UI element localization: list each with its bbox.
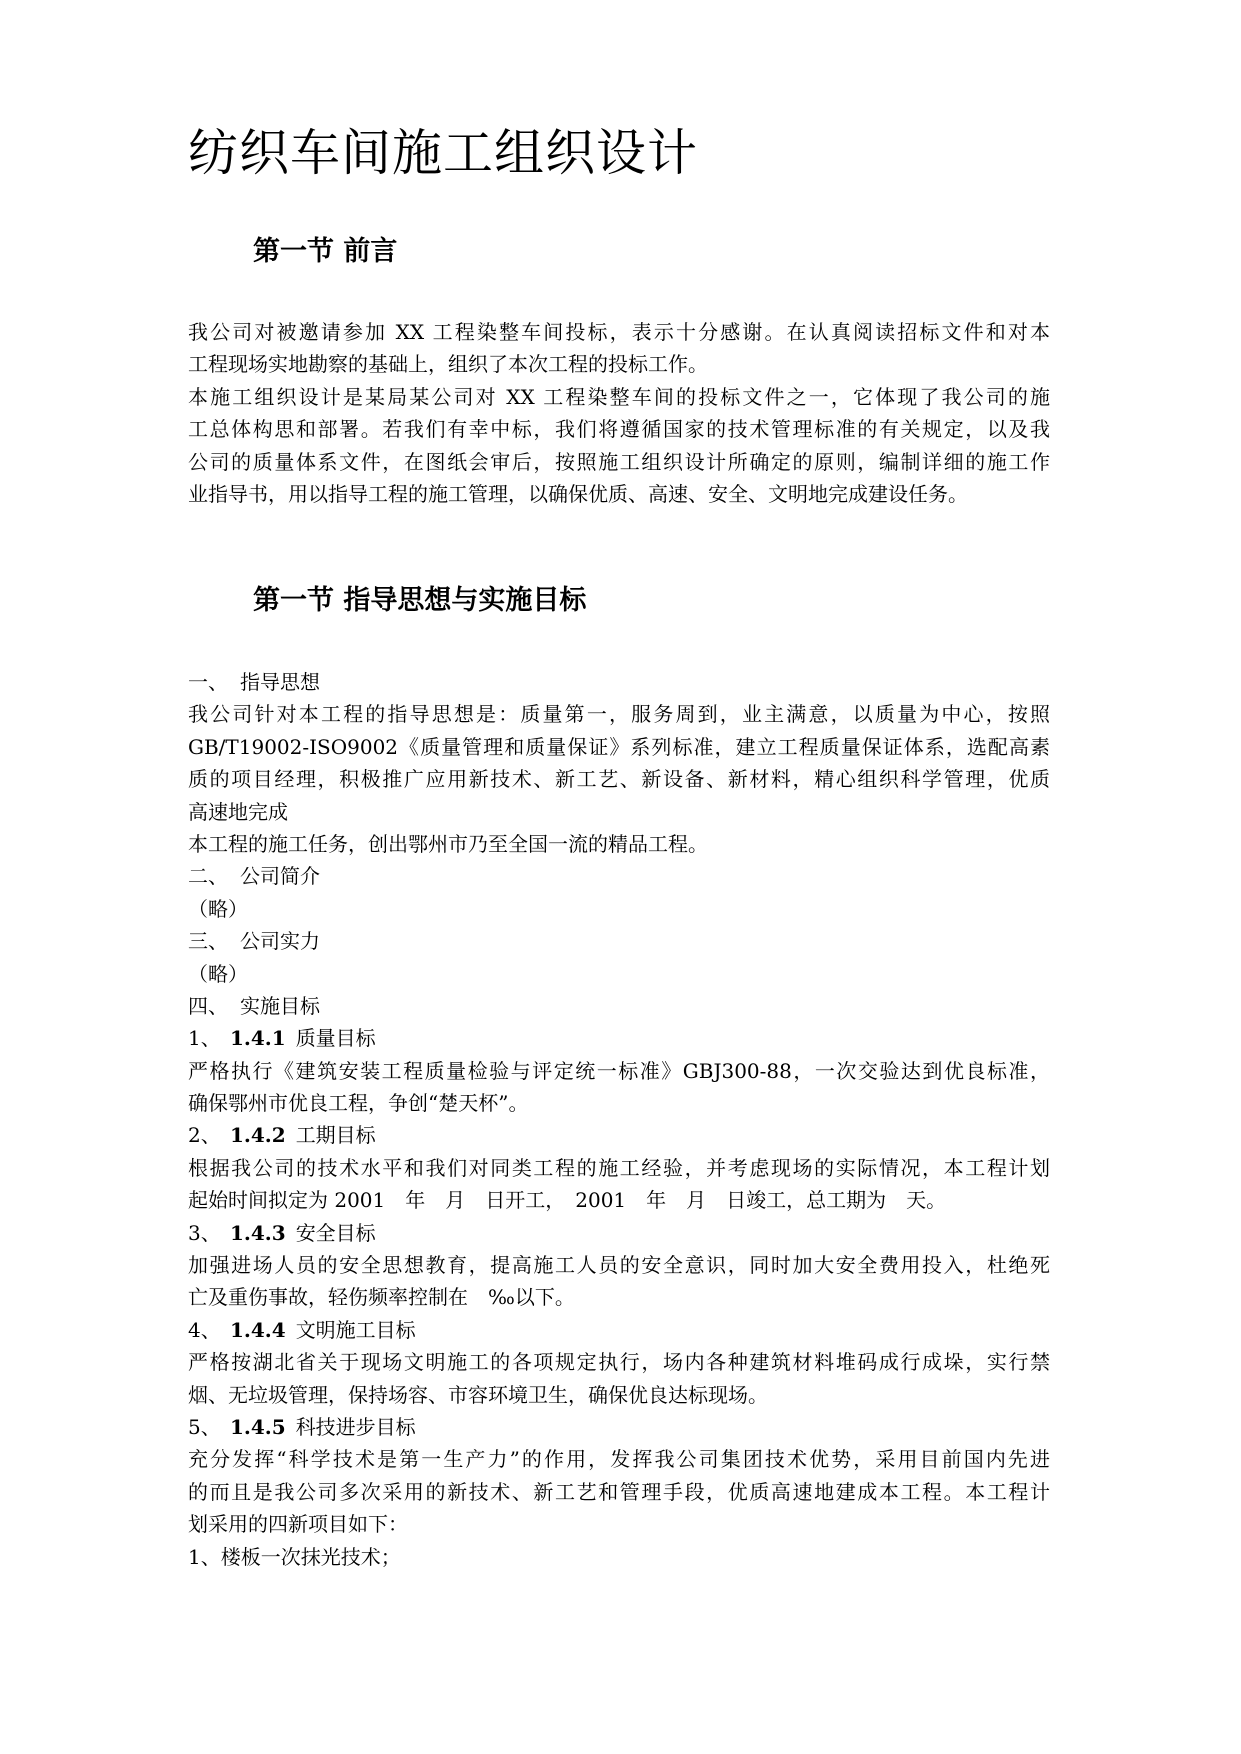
list-label: 公司简介 bbox=[240, 864, 320, 889]
omitted-note: （略） bbox=[188, 896, 248, 921]
goal-code: 1.4.2 bbox=[230, 1123, 286, 1148]
list-label: 指导思想 bbox=[240, 670, 320, 694]
goal-label: 文明施工目标 bbox=[295, 1317, 416, 1342]
section-heading-guiding-ideas: 第一节 指导思想与实施目标 bbox=[253, 585, 587, 616]
paragraph-line: 公司的质量体系文件，在图纸会审后，按照施工组织设计所确定的原则，编制详细的施工作 bbox=[188, 449, 1050, 474]
paragraph-line: 工总体构思和部署。若我们有幸中标，我们将遵循国家的技术管理标准的有关规定，以及我 bbox=[188, 417, 1050, 442]
list-label: 公司实力 bbox=[240, 929, 320, 954]
goal-label: 科技进步目标 bbox=[295, 1414, 416, 1439]
list-number: 二、 bbox=[188, 864, 228, 889]
goal-label: 质量目标 bbox=[295, 1026, 376, 1051]
goal-number: 3、 bbox=[188, 1220, 221, 1245]
goal-code: 1.4.1 bbox=[230, 1026, 286, 1051]
list-number: 四、 bbox=[188, 993, 228, 1018]
paragraph-line: 充分发挥“科学技术是第一生产力”的作用，发挥我公司集团技术优势，采用目前国内先进 bbox=[188, 1447, 1050, 1472]
paragraph-line: 确保鄂州市优良工程，争创“楚天杯”。 bbox=[188, 1091, 529, 1116]
paragraph-line: 严格执行《建筑安装工程质量检验与评定统一标准》GBJ300-88，一次交验达到优良标准， bbox=[188, 1058, 1050, 1083]
list-item-heading bbox=[188, 925, 1050, 957]
paragraph-line: 烟、无垃圾管理，保持场容、市容环境卫生，确保优良达标现场。 bbox=[188, 1382, 768, 1407]
goal-code: 1.4.4 bbox=[230, 1317, 286, 1342]
paragraph-line: 起始时间拟定为 2001 年 月 日开工， 2001 年 月 日竣工，总工期为 天。 bbox=[188, 1188, 947, 1213]
goal-label: 工期目标 bbox=[295, 1123, 376, 1148]
section-heading-preface: 第一节 前言 bbox=[253, 236, 398, 267]
goal-code: 1.4.5 bbox=[230, 1414, 286, 1439]
goal-heading bbox=[188, 1119, 1050, 1151]
paragraph-line: 亡及重伤事故，轻伤频率控制在 ‰以下。 bbox=[188, 1285, 575, 1310]
paragraph-line: 本工程的施工任务，创出鄂州市乃至全国一流的精品工程。 bbox=[188, 831, 708, 856]
list-item-heading bbox=[188, 860, 1050, 892]
goal-number: 5、 bbox=[188, 1414, 221, 1439]
list-number: 一、 bbox=[188, 670, 228, 694]
goal-heading bbox=[188, 1022, 1050, 1054]
paragraph-line: 的而且是我公司多次采用的新技术、新工艺和管理手段，优质高速地建成本工程。本工程计 bbox=[188, 1479, 1050, 1504]
goal-number: 2、 bbox=[188, 1123, 221, 1148]
paragraph-line: 根据我公司的技术水平和我们对同类工程的施工经验，并考虑现场的实际情况，本工程计划 bbox=[188, 1155, 1050, 1180]
list-item: 1、楼板一次抹光技术； bbox=[188, 1544, 401, 1569]
paragraph-line: 业指导书，用以指导工程的施工管理，以确保优质、高速、安全、文明地完成建设任务。 bbox=[188, 481, 968, 506]
list-label: 实施目标 bbox=[240, 993, 320, 1018]
paragraph-line: 质的项目经理，积极推广应用新技术、新工艺、新设备、新材料，精心组织科学管理，优质 bbox=[188, 767, 1050, 792]
goal-number: 1、 bbox=[188, 1026, 221, 1051]
document-title: 纺织车间施工组织设计 bbox=[188, 124, 698, 182]
guiding-ideas-body bbox=[188, 666, 1050, 1573]
paragraph-line: 加强进场人员的安全思想教育，提高施工人员的安全意识，同时加大安全费用投入，杜绝死 bbox=[188, 1253, 1050, 1278]
goal-code: 1.4.3 bbox=[230, 1220, 286, 1245]
paragraph-line: 我公司针对本工程的指导思想是：质量第一，服务周到，业主满意，以质量为中心，按照 bbox=[188, 702, 1050, 727]
list-number: 三、 bbox=[188, 929, 228, 954]
goal-heading bbox=[188, 1314, 1050, 1346]
goal-number: 4、 bbox=[188, 1317, 221, 1342]
paragraph-line: 划采用的四新项目如下： bbox=[188, 1512, 408, 1537]
paragraph-line: GB/T19002-ISO9002《质量管理和质量保证》系列标准，建立工程质量保证体系，选配高素 bbox=[188, 734, 1050, 759]
goal-heading bbox=[188, 1217, 1050, 1249]
paragraph-line: 严格按湖北省关于现场文明施工的各项规定执行，场内各种建筑材料堆码成行成垛，实行禁 bbox=[188, 1350, 1050, 1375]
paragraph-line: 本施工组织设计是某局某公司对 XX 工程染整车间的投标文件之一，它体现了我公司的施 bbox=[188, 384, 1050, 409]
omitted-note: （略） bbox=[188, 961, 248, 986]
goal-heading bbox=[188, 1411, 1050, 1443]
paragraph-line: 高速地完成 bbox=[188, 799, 288, 824]
list-item-heading bbox=[188, 990, 1050, 1022]
paragraph-line: 工程现场实地勘察的基础上，组织了本次工程的投标工作。 bbox=[188, 352, 708, 377]
goal-label: 安全目标 bbox=[295, 1220, 376, 1245]
list-item-heading bbox=[188, 666, 1050, 698]
preface-body bbox=[188, 316, 1050, 510]
paragraph-line: 我公司对被邀请参加 XX 工程染整车间投标，表示十分感谢。在认真阅读招标文件和对本 bbox=[188, 320, 1050, 344]
